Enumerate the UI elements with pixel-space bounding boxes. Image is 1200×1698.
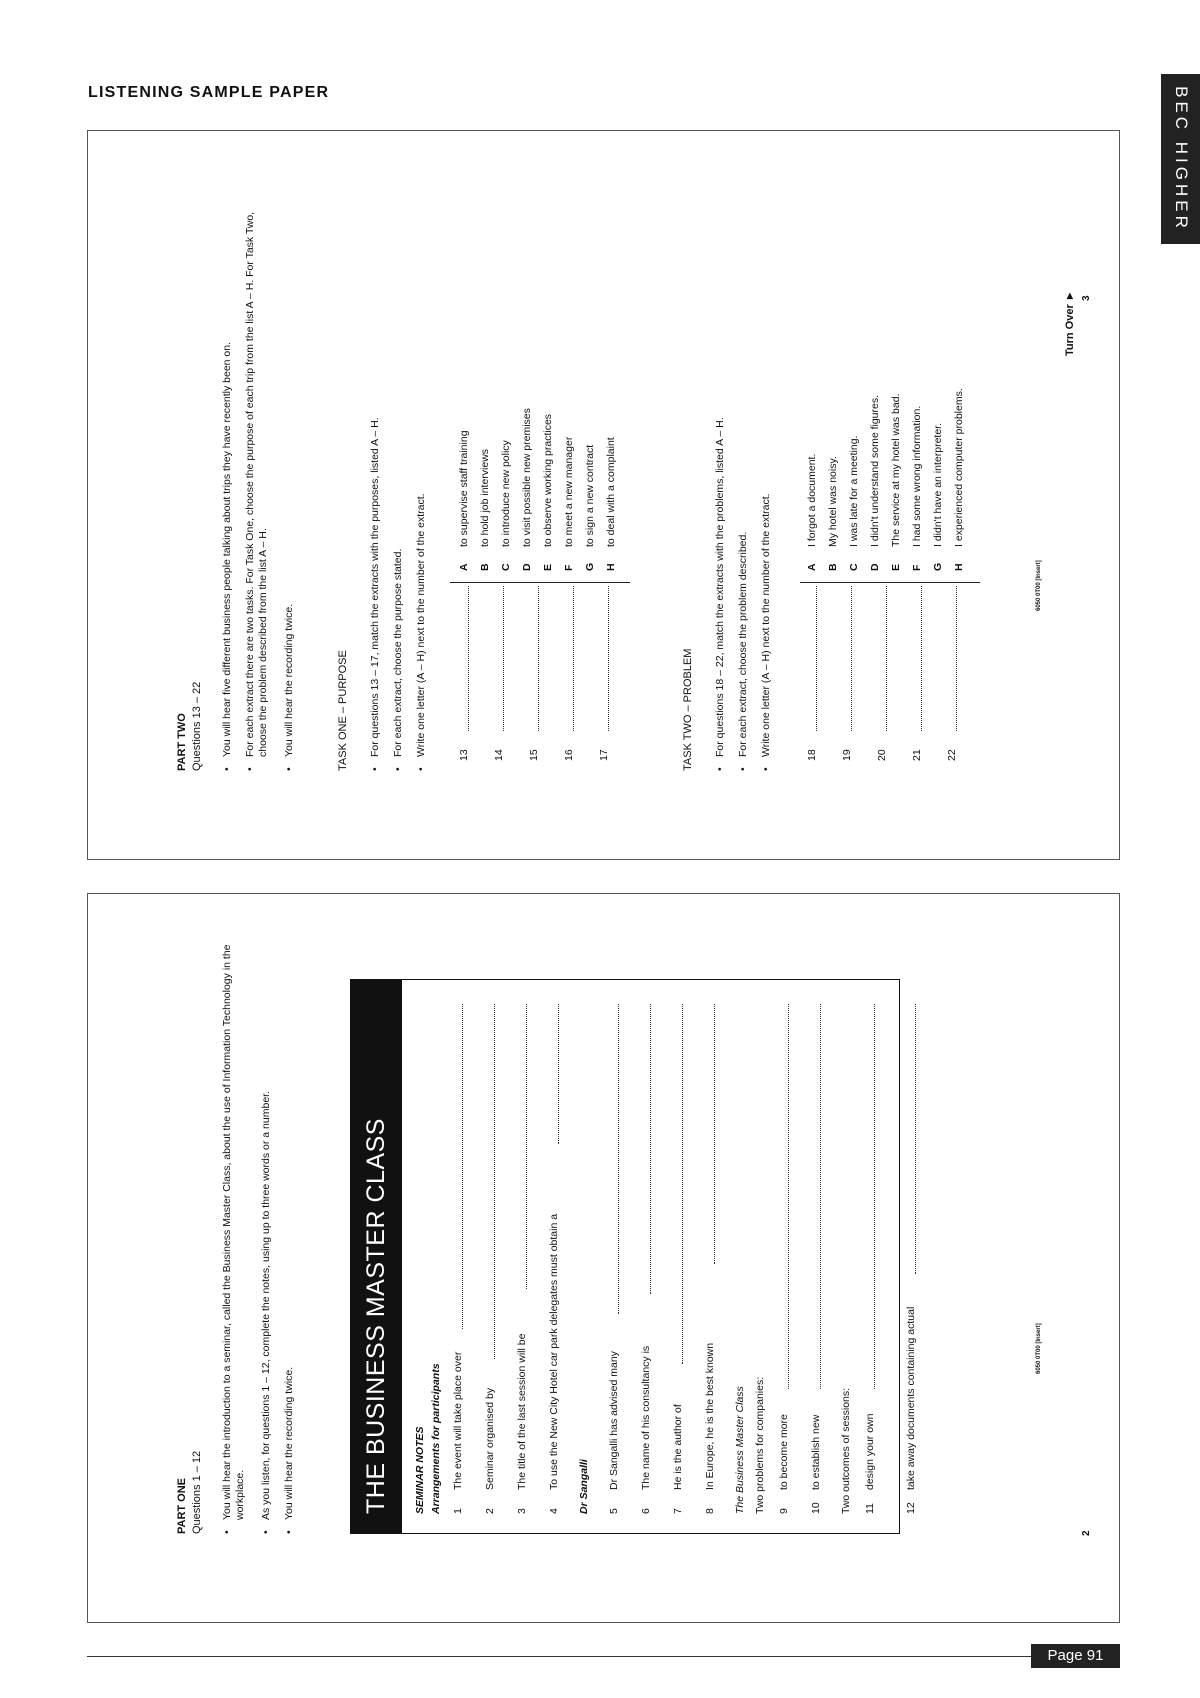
note-item	[704, 1004, 718, 1514]
option-text: to hold job interviews	[479, 448, 491, 547]
task-two-bullet: • For each extract, choose the problem described.	[737, 181, 750, 771]
option-letter: B	[479, 563, 491, 571]
page-number: 3	[1081, 295, 1092, 301]
option-letter: C	[848, 563, 860, 571]
part-two-rotated-page	[88, 131, 1120, 860]
note-text: The event will take place over	[452, 1351, 464, 1490]
option-text: I experienced computer problems.	[953, 388, 965, 547]
option-text: to meet a new manager	[563, 436, 575, 547]
option-letter: C	[500, 563, 512, 571]
option-letter: E	[890, 563, 902, 571]
question-number: 14	[493, 749, 505, 761]
option-text: to deal with a complaint	[605, 437, 617, 547]
option-text: to introduce new policy	[500, 440, 512, 547]
notes-box-title: THE BUSINESS MASTER CLASS	[350, 979, 402, 1534]
note-number: 8	[704, 1508, 716, 1514]
task-two-heading: TASK TWO – PROBLEM	[682, 648, 694, 771]
note-item	[672, 1004, 686, 1514]
question-number: 20	[876, 749, 888, 761]
note-text: The title of the last session will be	[516, 1333, 528, 1490]
level-tab	[1161, 74, 1200, 244]
part-two-bullet: • For each extract there are two tasks. For Task One, choose the purpose of each trip from the list A – H. For Task Two, choose the problem described from the list A – H.	[244, 181, 269, 771]
answer-line[interactable]	[788, 1004, 789, 1389]
dr-sangalli-heading: Dr Sangalli	[578, 1459, 590, 1514]
note-text: to establish new	[810, 1414, 822, 1490]
page-number: 2	[1081, 1530, 1092, 1536]
task-two-bullet: • Write one letter (A – H) next to the number of the extract.	[760, 181, 773, 771]
note-number: 3	[516, 1508, 528, 1514]
part-one-bullet: • You will hear the introduction to a seminar, called the Business Master Class, about the use of Information Technology in the workplace.	[221, 944, 246, 1534]
note-item	[608, 1004, 622, 1514]
turn-over-label: Turn Over ►	[1064, 290, 1076, 356]
option-letter: H	[953, 563, 965, 571]
answer-line[interactable]	[921, 586, 922, 731]
answer-line[interactable]	[682, 1004, 683, 1364]
part-two-bullet: • You will hear the recording twice.	[283, 181, 296, 771]
answer-line[interactable]	[874, 1004, 875, 1389]
option-letter: G	[932, 562, 944, 571]
option-text: I had some wrong information.	[911, 405, 923, 547]
note-text: take away documents containing actual	[905, 1306, 917, 1490]
option-text: I was late for a meeting.	[848, 435, 860, 547]
question-number: 17	[598, 749, 610, 761]
question-number: 13	[458, 749, 470, 761]
arrangements-heading: Arrangements for participants	[430, 1363, 442, 1514]
option-text: to supervise staff training	[458, 430, 470, 547]
option-letter: D	[869, 563, 881, 571]
option-letter: F	[911, 564, 923, 571]
answer-line[interactable]	[608, 586, 609, 731]
question-number: 22	[946, 749, 958, 761]
part-two-bullet: • You will hear five different business people talking about trips they have recently been on.	[221, 181, 234, 771]
answer-line[interactable]	[558, 1004, 559, 1144]
note-text: To use the New City Hotel car park delegates must obtain a	[548, 1213, 560, 1490]
note-text: Seminar organised by	[484, 1387, 496, 1490]
level-tab-label: BEC HIGHER	[1172, 86, 1191, 232]
note-number: 9	[778, 1508, 790, 1514]
answer-line[interactable]	[816, 586, 817, 731]
answer-line[interactable]	[956, 586, 957, 731]
question-number: 16	[563, 749, 575, 761]
note-item	[810, 1004, 824, 1514]
note-number: 12	[905, 1502, 917, 1514]
part-one-title: PART ONE	[176, 1477, 188, 1534]
option-text: My hotel was noisy.	[827, 456, 839, 547]
question-number: 15	[528, 749, 540, 761]
footer-rule	[87, 1656, 1120, 1657]
question-number: 19	[841, 749, 853, 761]
answer-line[interactable]	[503, 586, 504, 731]
note-text: The name of his consultancy is	[640, 1345, 652, 1490]
note-text: He is the author of	[672, 1404, 684, 1490]
note-item	[778, 1004, 792, 1514]
option-text: I didn't have an interpreter.	[932, 422, 944, 547]
part-two-questions: Questions 13 – 22	[191, 681, 203, 771]
answer-line[interactable]	[494, 1004, 495, 1359]
answer-line[interactable]	[526, 1004, 527, 1289]
task-two-bullet: • For questions 18 – 22, match the extracts with the problems, listed A – H.	[714, 181, 727, 771]
note-number: 6	[640, 1508, 652, 1514]
part-two-title: PART TWO	[176, 713, 188, 771]
options-divider	[800, 582, 980, 583]
note-number: 1	[452, 1508, 464, 1514]
task-one-bullet: • Write one letter (A – H) next to the number of the extract.	[415, 181, 428, 771]
question-number: 18	[806, 749, 818, 761]
answer-line[interactable]	[851, 586, 852, 731]
note-item	[864, 1004, 878, 1514]
option-letter: A	[458, 563, 470, 571]
task-one-bullet: • For questions 13 – 17, match the extracts with the purposes, listed A – H.	[369, 181, 382, 771]
page-label: Page 91	[1031, 1644, 1120, 1668]
note-text: Dr Sangalli has advised many	[608, 1351, 620, 1490]
option-letter: H	[605, 563, 617, 571]
answer-line[interactable]	[650, 1004, 651, 1294]
note-number: 7	[672, 1508, 684, 1514]
option-text: The service at my hotel was bad.	[890, 393, 902, 547]
page-two-frame	[87, 893, 1120, 1623]
option-letter: F	[563, 564, 575, 571]
option-letter: A	[806, 563, 818, 571]
answer-line[interactable]	[886, 586, 887, 731]
seminar-notes-heading: SEMINAR NOTES	[414, 1426, 426, 1514]
answer-line[interactable]	[538, 586, 539, 731]
note-item	[548, 1004, 562, 1514]
answer-line[interactable]	[915, 1004, 916, 1274]
note-number: 2	[484, 1508, 496, 1514]
outcomes-heading: Two outcomes of sessions:	[840, 1387, 852, 1514]
task-one-bullet: • For each extract, choose the purpose stated.	[392, 181, 405, 771]
note-item	[905, 1004, 919, 1514]
note-item	[452, 1004, 466, 1514]
answer-line[interactable]	[714, 1004, 715, 1264]
page-three-frame	[87, 130, 1120, 860]
part-one-rotated-page	[88, 894, 1120, 1623]
part-one-bullet: • You will hear the recording twice.	[283, 944, 296, 1534]
note-number: 4	[548, 1508, 560, 1514]
option-text: I didn't understand some figures.	[869, 394, 881, 547]
notes-box	[350, 979, 1120, 1534]
option-text: to visit possible new premises	[521, 408, 533, 547]
option-text: I forgot a document.	[806, 453, 818, 547]
note-text: to become more	[778, 1414, 790, 1490]
question-number: 21	[911, 749, 923, 761]
option-text: to observe working practices	[542, 413, 554, 547]
answer-line[interactable]	[462, 1004, 463, 1329]
part-one-questions: Questions 1 – 12	[191, 1450, 203, 1534]
answer-line[interactable]	[468, 586, 469, 731]
paper-code: 6050 0T00 [Insert]	[1036, 560, 1042, 611]
bmc-heading: The Business Master Class	[734, 1386, 746, 1514]
note-number: 10	[810, 1502, 822, 1514]
note-item	[516, 1004, 530, 1514]
note-number: 11	[864, 1503, 876, 1514]
answer-line[interactable]	[618, 1004, 619, 1314]
option-letter: D	[521, 563, 533, 571]
answer-line[interactable]	[573, 586, 574, 731]
answer-line[interactable]	[820, 1004, 821, 1389]
task-one-heading: TASK ONE – PURPOSE	[337, 650, 349, 771]
note-item	[484, 1004, 498, 1514]
note-text: design your own	[864, 1413, 876, 1490]
option-text: to sign a new contract	[584, 444, 596, 547]
option-letter: E	[542, 563, 554, 571]
note-number: 5	[608, 1508, 620, 1514]
page-header: LISTENING SAMPLE PAPER	[88, 84, 330, 101]
option-letter: G	[584, 562, 596, 571]
options-divider	[450, 582, 630, 583]
note-text: In Europe, he is the best known	[704, 1342, 716, 1490]
problems-heading: Two problems for companies:	[754, 1376, 766, 1514]
part-one-bullet: • As you listen, for questions 1 – 12, complete the notes, using up to three words or a number.	[260, 944, 273, 1534]
paper-code: 6050 0T00 [Insert]	[1036, 1323, 1042, 1374]
note-item	[640, 1004, 654, 1514]
option-letter: B	[827, 563, 839, 571]
